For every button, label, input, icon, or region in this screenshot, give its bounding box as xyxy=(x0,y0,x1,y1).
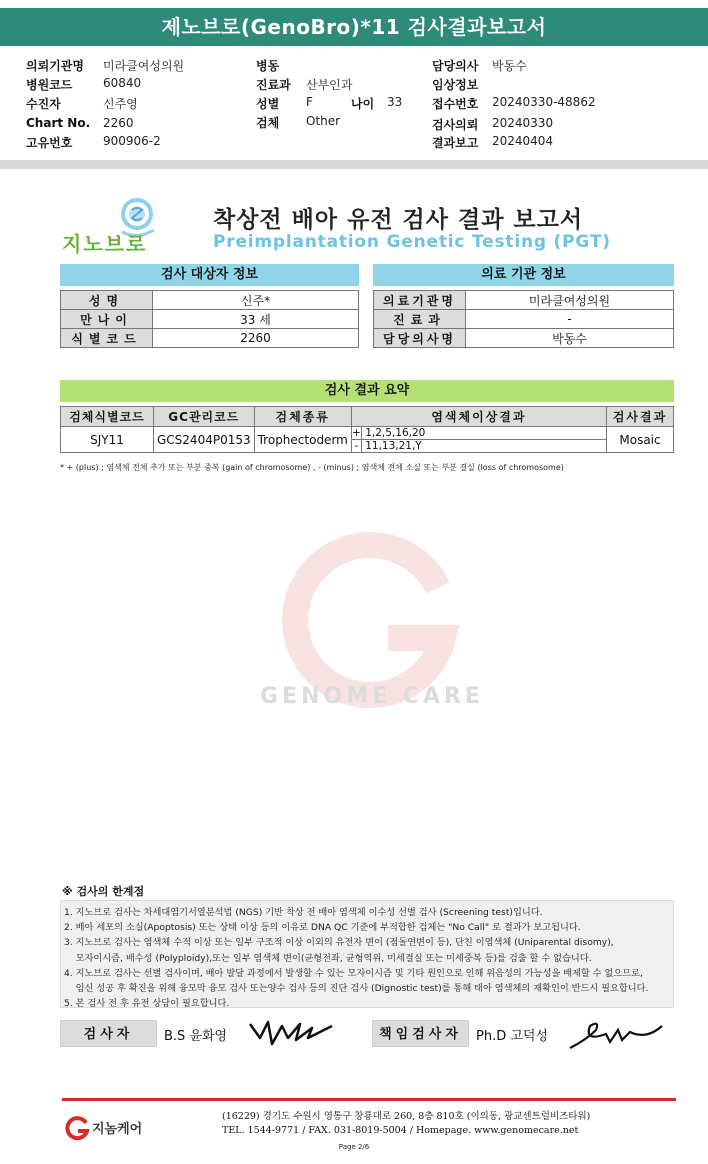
watermark-text: GENOME CARE xyxy=(260,684,484,709)
table-row xyxy=(374,291,674,310)
department-label: 진료과 xyxy=(374,310,466,329)
table-row xyxy=(374,329,674,348)
limitation-line: 5. 본 검사 전 후 유전 상담이 필요합니다. xyxy=(64,998,230,1010)
genomecare-watermark-icon xyxy=(268,528,478,708)
footer-divider xyxy=(62,1098,676,1101)
chief-signature-icon xyxy=(566,1012,666,1052)
limitation-line: 임신 성공 후 확진을 위해 융모막 융모 검사 또는양수 검사 등의 진단 검사 (Dignostic test)를 통해 태아 염색체의 재확인이 반드시 필요합니다. xyxy=(64,983,649,995)
col-test-result: 검사결과 xyxy=(607,407,674,427)
hdr-value: 2260 xyxy=(103,116,134,130)
limitations-box xyxy=(60,900,674,1008)
table-header-row xyxy=(61,407,674,427)
plus-sign: + xyxy=(351,427,361,439)
subject-name-label: 성명 xyxy=(61,291,153,310)
col-gc-code: GC관리코드 xyxy=(154,407,255,427)
limitation-line: 3. 지노브로 검사는 염색체 수적 이상 또는 일부 구조적 이상 이외의 유전자 변이 (점돌연변이 등), 단친 이염색체 (Uniparental disomy), xyxy=(64,937,614,949)
test-result-cell: Mosaic xyxy=(607,427,674,453)
subject-id-label: 식별코드 xyxy=(61,329,153,348)
hdr-key: 나이 xyxy=(351,97,375,111)
genomecare-logo-icon xyxy=(64,1115,90,1141)
hdr-value: 20240330 xyxy=(492,116,554,130)
hdr-value: 60840 xyxy=(103,76,142,90)
limitation-line: 1. 지노브로 검사는 차세대염기서열분석법 (NGS) 기반 착상 전 배아 염색체 이수성 선별 검사 (Screening test)입니다. xyxy=(64,907,543,918)
hdr-value: 미라클여성의원 xyxy=(103,59,185,73)
hdr-value: 20240404 xyxy=(492,134,554,148)
hdr-key: 임상정보 xyxy=(432,78,479,92)
institution-name-label: 의료기관명 xyxy=(374,291,466,310)
footer-address xyxy=(222,1110,590,1138)
hdr-value: 산부인과 xyxy=(306,78,353,92)
hdr-key: 병원코드 xyxy=(26,78,73,92)
table-row xyxy=(61,329,359,348)
genobro-logo-text: 지노브로 xyxy=(62,232,148,256)
hdr-key: Chart No. xyxy=(26,116,91,130)
subject-age-label: 만나이 xyxy=(61,310,153,329)
hdr-key: 검체 xyxy=(256,116,280,130)
report-title-english: Preimplantation Genetic Testing (PGT) xyxy=(213,232,611,252)
limitation-line: 4. 지노브로 검사는 선별 검사이며, 배아 발달 과정에서 발생할 수 있는 모자이시즘 및 기타 원인으로 인해 위음성의 가능성을 배제할 수 없으므로, xyxy=(64,967,643,979)
institution-name-value: 미라클여성의원 xyxy=(466,291,674,310)
subject-id-value: 2260 xyxy=(153,329,359,348)
chief-examiner-label: 책임검사자 xyxy=(372,1020,469,1047)
department-value: - xyxy=(466,310,674,329)
subject-info-heading: 검사 대상자 정보 xyxy=(60,264,359,286)
hdr-key: 담당의사 xyxy=(432,59,479,73)
minus-sign: - xyxy=(352,440,362,452)
subject-name-value: 신주* xyxy=(153,291,359,310)
limitations-title: ※ 검사의 한계점 xyxy=(62,885,145,898)
col-chromosome-result: 염색체이상결과 xyxy=(351,407,606,427)
section-separator xyxy=(0,160,708,169)
report-title-korean: 착상전 배아 유전 검사 결과 보고서 xyxy=(213,207,584,233)
doctor-value: 박동수 xyxy=(466,329,674,348)
table-row xyxy=(61,427,674,440)
examiner-signature-icon xyxy=(248,1016,338,1050)
hdr-key: 접수번호 xyxy=(432,97,479,111)
summary-table xyxy=(60,406,674,453)
table-row xyxy=(374,310,674,329)
subject-info-table xyxy=(60,290,359,348)
examiner-label: 검사자 xyxy=(60,1020,157,1047)
hdr-key: 수진자 xyxy=(26,97,61,111)
table-row xyxy=(61,310,359,329)
hdr-value: Other xyxy=(306,114,341,128)
institution-info-heading: 의료 기관 정보 xyxy=(373,264,674,286)
hdr-key: 진료과 xyxy=(256,78,291,92)
hdr-value: 900906-2 xyxy=(103,134,161,148)
hdr-key: 의뢰기관명 xyxy=(26,59,84,73)
hdr-value: 20240330-48862 xyxy=(492,95,596,109)
contact-line: TEL. 1544-9771 / FAX. 031-8019-5004 / Homepage. www.genomecare.net xyxy=(222,1125,579,1136)
hdr-key: 성별 xyxy=(256,97,280,111)
hdr-key: 결과보고 xyxy=(432,136,479,150)
footer-brand: 지놈케어 xyxy=(92,1122,143,1137)
col-sample-type: 검체종류 xyxy=(254,407,351,427)
sample-id-cell: SJY11 xyxy=(61,427,154,453)
limitation-line: 2. 배아 세포의 소실(Apoptosis) 또는 상태 이상 등의 이유로 DNA QC 기준에 부적합한 검체는 "No Call" 로 결과가 보고됩니다. xyxy=(64,922,581,934)
loss-chromosomes: 11,13,21,Y xyxy=(365,440,422,452)
chief-examiner-name: Ph.D 고덕성 xyxy=(476,1029,549,1044)
gain-chromosomes: 1,2,5,16,20 xyxy=(365,427,426,439)
table-row xyxy=(61,291,359,310)
sample-type-cell: Trophectoderm xyxy=(254,427,351,453)
loss-result-cell xyxy=(351,440,606,453)
page-number: Page 2/6 xyxy=(338,1143,370,1151)
hdr-key: 병동 xyxy=(256,59,280,73)
hdr-value: 신주영 xyxy=(103,97,138,111)
gc-code-cell: GCS2404P0153 xyxy=(154,427,255,453)
hdr-value: F xyxy=(306,95,313,109)
institution-info-table xyxy=(373,290,674,348)
gain-result-cell xyxy=(351,427,606,440)
hdr-value: 33 xyxy=(387,95,403,109)
summary-heading: 검사 결과 요약 xyxy=(60,380,674,402)
hdr-key: 고유번호 xyxy=(26,136,73,150)
report-title-bar: 제노브로(GenoBro)*11 검사결과보고서 xyxy=(0,8,708,46)
limitation-line: 모자이시즘, 배수성 (Polyploidy),또는 일부 염색체 변이(균형전좌, 균형역위, 미세결실 또는 미세중복 등)를 검출 할 수 없습니다. xyxy=(64,952,592,964)
examiner-name: B.S 윤화영 xyxy=(164,1029,228,1044)
hdr-value: 박동수 xyxy=(492,59,527,73)
doctor-label: 담당의사명 xyxy=(374,329,466,348)
subject-age-value: 33 세 xyxy=(153,310,359,329)
summary-footnote: * + (plus) ; 염색체 전체 추가 또는 부분 중복 (gain of chromosome) , - (minus) ; 염색체 전체 소실 또는 부분 결실 (loss of chromosome) xyxy=(60,463,564,472)
hdr-key: 검사의뢰 xyxy=(432,118,479,132)
address-line: (16229) 경기도 수원시 영통구 창룡대로 260, 8층 810호 (이의동, 광교센트럴비즈타워) xyxy=(222,1111,591,1122)
col-sample-id: 검체식별코드 xyxy=(61,407,154,427)
